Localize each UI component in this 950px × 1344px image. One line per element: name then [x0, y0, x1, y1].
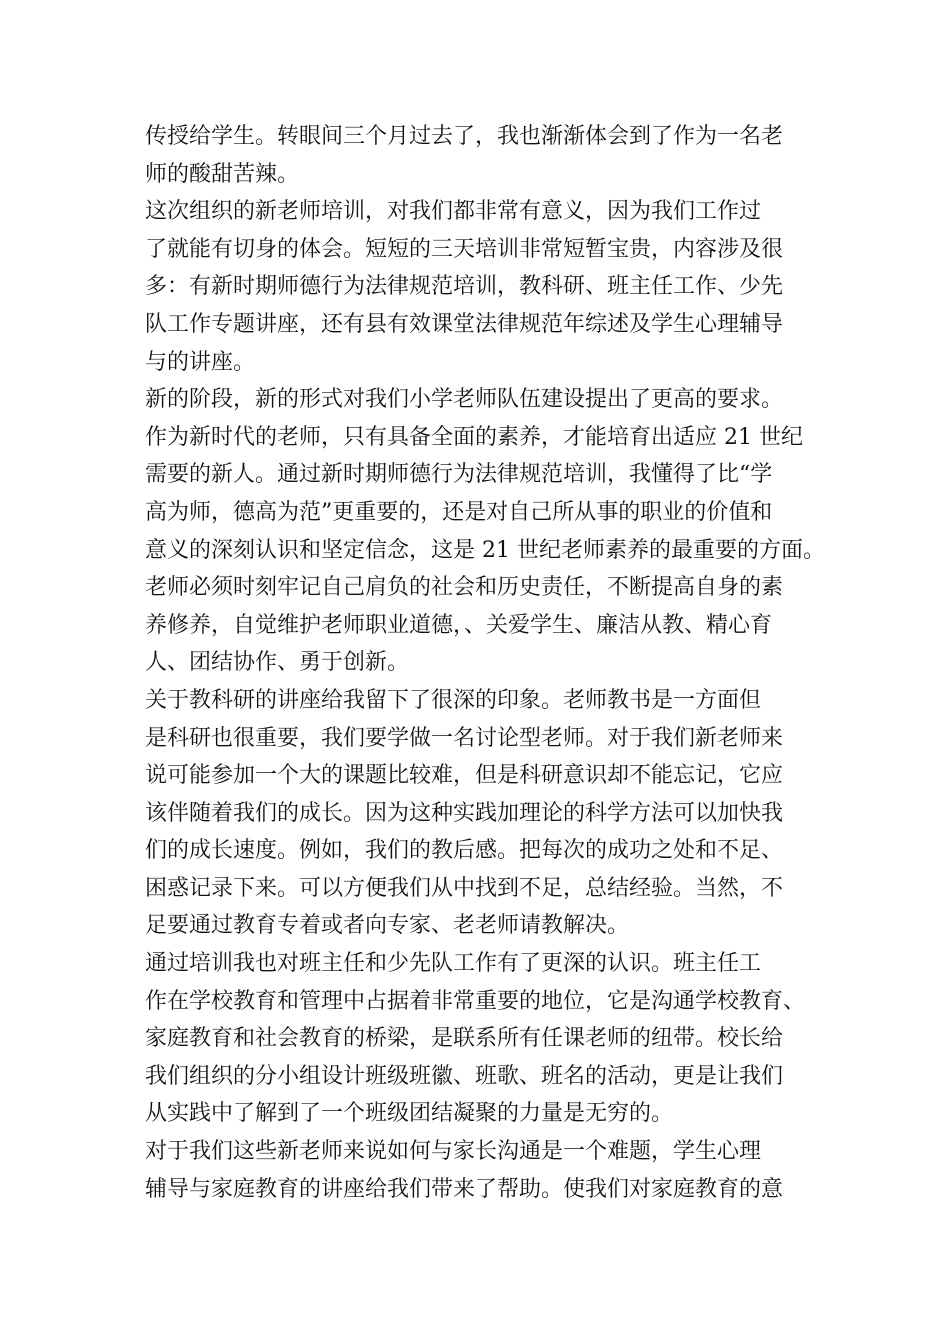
text-line: 多：有新时期师德行为法律规范培训，教科研、班主任工作、少先 [145, 274, 784, 300]
text-line: 足要通过教育专着或者向专家、老老师请教解决。 [145, 913, 630, 939]
document-body [145, 118, 825, 1208]
text-line: 传授给学生。转眼间三个月过去了，我也渐渐体会到了作为一名老 [145, 124, 784, 149]
text-line: 了就能有切身的体会。短短的三天培训非常短暂宝贵，内容涉及很 [145, 236, 784, 262]
paragraph [145, 193, 815, 381]
paragraph [145, 945, 815, 1133]
text-line: 家庭教育和社会教育的桥梁，是联系所有任课老师的纽带。校长给 [145, 1026, 784, 1052]
text-line: 对于我们这些新老师来说如何与家长沟通是一个难题，学生心理 [145, 1139, 762, 1165]
text-line: 师的酸甜苦辣。 [145, 161, 300, 187]
text-line: 作为新时代的老师，只有具备全面的素养，才能培育出适应 21 世纪 [145, 424, 803, 450]
paragraph [145, 118, 815, 193]
paragraph [145, 381, 825, 682]
text-line: 困惑记录下来。可以方便我们从中找到不足，总结经验。当然，不 [145, 875, 784, 901]
text-line: 该伴随着我们的成长。因为这种实践加理论的科学方法可以加快我 [145, 800, 784, 826]
text-line: 从实践中了解到了一个班级团结凝聚的力量是无穷的。 [145, 1101, 674, 1127]
text-line: 说可能参加一个大的课题比较难，但是科研意识却不能忘记，它应 [145, 763, 784, 789]
text-line: 人、团结协作、勇于创新。 [145, 650, 410, 676]
text-line: 我们组织的分小组设计班级班徽、班歌、班名的活动，更是让我们 [145, 1063, 784, 1089]
text-line: 新的阶段，新的形式对我们小学老师队伍建设提出了更高的要求。 [145, 387, 784, 413]
text-line: 通过培训我也对班主任和少先队工作有了更深的认识。班主任工 [145, 951, 762, 977]
text-line: 与的讲座。 [145, 349, 256, 375]
text-line: 老师必须时刻牢记自己肩负的社会和历史责任，不断提高自身的素 [145, 575, 784, 601]
paragraph [145, 1133, 815, 1208]
text-line: 关于教科研的讲座给我留下了很深的印象。老师教书是一方面但 [145, 687, 762, 713]
text-line: 辅导与家庭教育的讲座给我们带来了帮助。使我们对家庭教育的意 [145, 1176, 784, 1202]
text-line: 意义的深刻认识和坚定信念，这是 21 世纪老师素养的最重要的方面。 [145, 537, 825, 563]
text-line: 养修养，自觉维护老师职业道德，、关爱学生、廉洁从教、精心育 [145, 612, 773, 638]
text-line: 这次组织的新老师培训，对我们都非常有意义，因为我们工作过 [145, 199, 762, 225]
text-line: 高为师，德高为范”更重要的，还是对自己所从事的职业的价值和 [145, 499, 773, 525]
paragraph [145, 682, 815, 945]
text-line: 们的成长速度。例如，我们的教后感。把每次的成功之处和不足、 [145, 838, 784, 864]
text-line: 队工作专题讲座，还有县有效课堂法律规范年综述及学生心理辅导 [145, 311, 784, 337]
text-line: 是科研也很重要，我们要学做一名讨论型老师。对于我们新老师来 [145, 725, 784, 751]
text-line: 需要的新人。通过新时期师德行为法律规范培训，我懂得了比“学 [145, 462, 773, 488]
text-line: 作在学校教育和管理中占据着非常重要的地位，它是沟通学校教育、 [145, 988, 806, 1014]
